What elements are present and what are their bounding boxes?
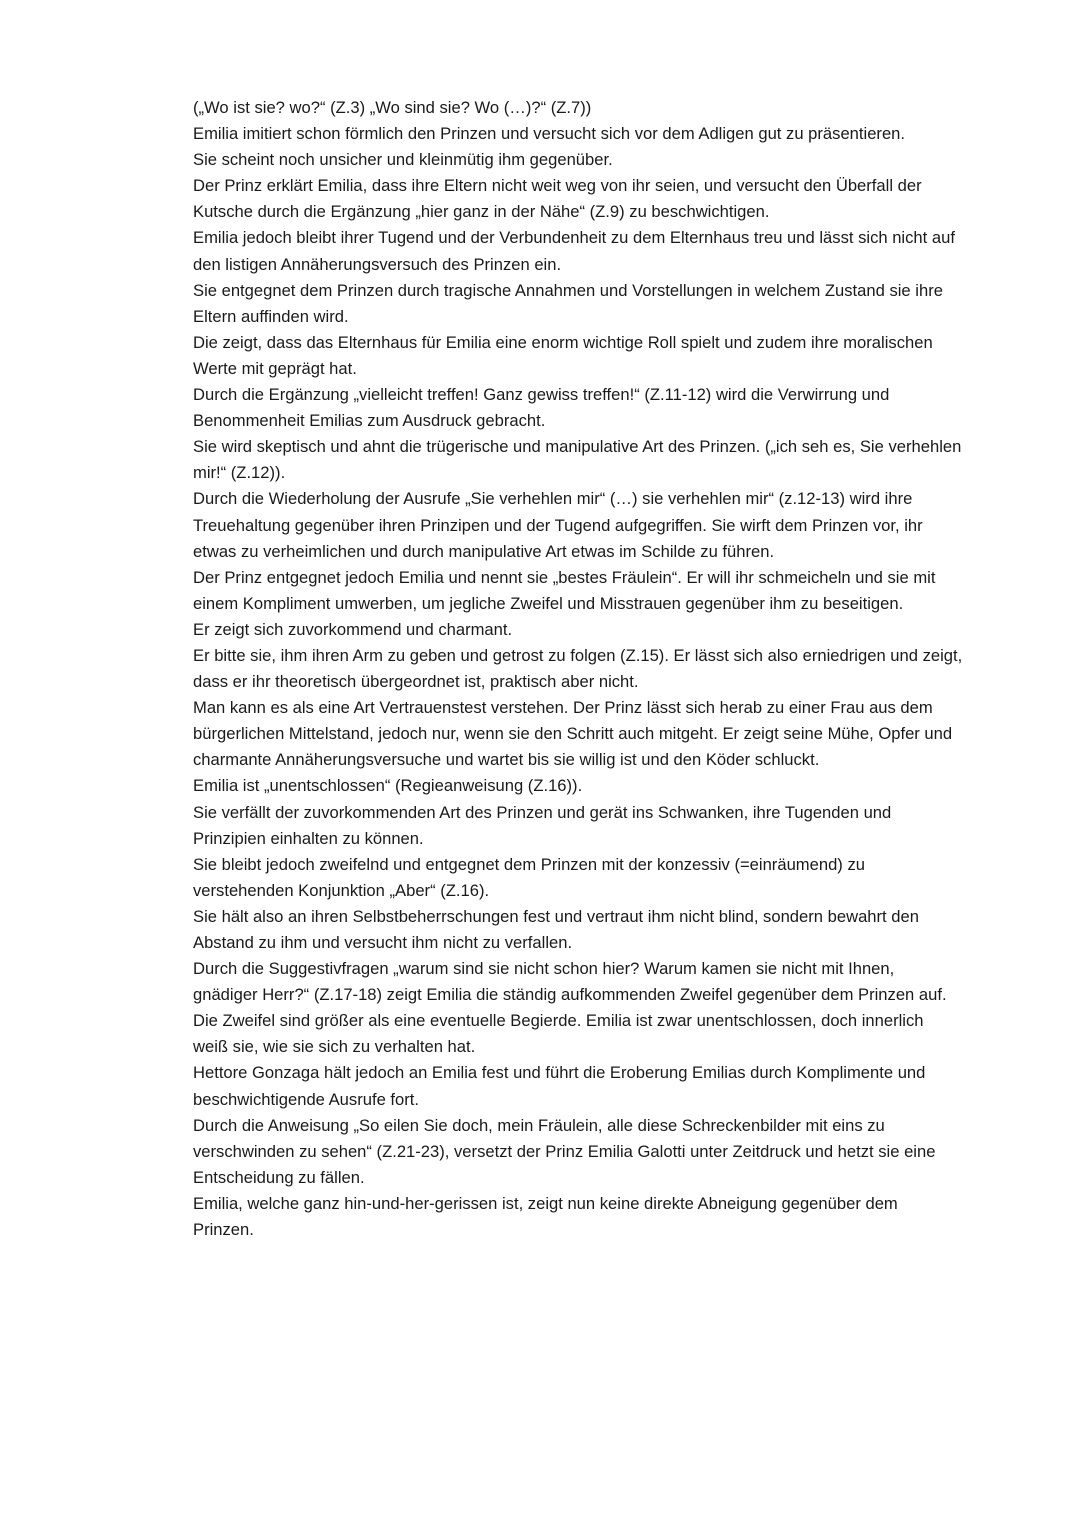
paragraph-8: Durch die Ergänzung „vielleicht treffen! Ganz gewiss treffen!“ (Z.11-12) wird die Verwirrung und Benommenheit Emilias zum Ausdruck gebracht. (193, 385, 890, 431)
paragraph-23: Emilia, welche ganz hin-und-her-gerissen ist, zeigt nun keine direkte Abneigung gegenüber dem Prinzen. (193, 1193, 898, 1240)
paragraph-22: Durch die Anweisung „So eilen Sie doch, mein Fräulein, alle diese Schreckenbilder mit eins zu verschwinden zu sehen“ (Z.21-23), versetzt der Prinz Emilia Galotti unter Zeitdruck und hetzt sie eine Entscheidung zu fällen. (193, 1115, 936, 1187)
paragraph-18: Sie hält also an ihren Selbstbeherrschungen fest und vertraut ihm nicht blind, sondern bewahrt den Abstand zu ihm und versucht ihm nicht zu verfallen. (193, 906, 919, 952)
paragraph-5: Emilia jedoch bleibt ihrer Tugend und der Verbundenheit zu dem Elternhaus treu und lässt sich nicht auf den listigen Annäherungsversuch des Prinzen ein. (193, 228, 955, 274)
paragraph-7: Die zeigt, dass das Elternhaus für Emilia eine enorm wichtige Roll spielt und zudem ihre moralischen Werte mit geprägt hat. (193, 332, 933, 378)
paragraph-11: Der Prinz entgegnet jedoch Emilia und nennt sie „bestes Fräulein“. Er will ihr schmeicheln und sie mit einem Kompliment umwerben, um jegliche Zweifel und Misstrauen gegenüber ihm zu beseitigen. (193, 567, 936, 613)
paragraph-4: Der Prinz erklärt Emilia, dass ihre Eltern nicht weit weg von ihr seien, und versucht den Überfall der Kutsche durch die Ergänzung „hier ganz in der Nähe“ (Z.9) zu beschwichtigen. (193, 176, 922, 222)
paragraph-17: Sie bleibt jedoch zweifelnd und entgegnet dem Prinzen mit der konzessiv (=einräumend) zu verstehenden Konjunktion „Aber“ (Z.16). (193, 854, 865, 900)
paragraph-15: Emilia ist „unentschlossen“ (Regieanweisung (Z.16)). (193, 776, 583, 796)
paragraph-16: Sie verfällt der zuvorkommenden Art des Prinzen und gerät ins Schwanken, ihre Tugenden und Prinzipien einhalten zu können. (193, 802, 892, 848)
paragraph-12: Er zeigt sich zuvorkommend und charmant. (193, 619, 513, 639)
paragraph-21: Hettore Gonzaga hält jedoch an Emilia fest und führt die Eroberung Emilias durch Komplimente und beschwichtigende Ausrufe fort. (193, 1063, 926, 1109)
paragraph-19: Durch die Suggestivfragen „warum sind sie nicht schon hier? Warum kamen sie nicht mit Ihnen, gnädiger Herr?“ (Z.17-18) zeigt Emilia die ständig aufkommenden Zweifel gegenüber dem Prinzen auf. (193, 959, 947, 1005)
paragraph-2: Emilia imitiert schon förmlich den Prinzen und versucht sich vor dem Adligen gut zu präsentieren. (193, 124, 906, 144)
document-body (193, 95, 963, 1243)
paragraph-6: Sie entgegnet dem Prinzen durch tragische Annahmen und Vorstellungen in welchem Zustand sie ihre Eltern auffinden wird. (193, 280, 943, 326)
paragraph-20: Die Zweifel sind größer als eine eventuelle Begierde. Emilia ist zwar unentschlossen, doch innerlich weiß sie, wie sie sich zu verhalten hat. (193, 1011, 924, 1057)
paragraph-10: Durch die Wiederholung der Ausrufe „Sie verhehlen mir“ (…) sie verhehlen mir“ (z.12-13) wird ihre Treuehaltung gegenüber ihren Prinzipen und der Tugend aufgegriffen. Sie wirft dem Prinzen vor, ihr etwas zu verheimlichen und durch manipulative Art etwas im Schilde zu führen. (193, 489, 923, 561)
paragraph-14: Man kann es als eine Art Vertrauenstest verstehen. Der Prinz lässt sich herab zu einer Frau aus dem bürgerlichen Mittelstand, jedoch nur, wenn sie den Schritt auch mitgeht. Er zeigt seine Mühe, Opfer und charmante Annäherungsversuche und wartet bis sie willig ist und den Köder schluckt. (193, 698, 953, 770)
paragraph-3: Sie scheint noch unsicher und kleinmütig ihm gegenüber. (193, 150, 613, 170)
paragraph-9: Sie wird skeptisch und ahnt die trügerische und manipulative Art des Prinzen. („ich seh es, Sie verhehlen mir!“ (Z.12)). (193, 437, 962, 483)
paragraph-1: („Wo ist sie? wo?“ (Z.3) „Wo sind sie? Wo (…)?“ (Z.7)) (193, 98, 592, 117)
paragraph-13: Er bitte sie, ihm ihren Arm zu geben und getrost zu folgen (Z.15). Er lässt sich also erniedrigen und zeigt, dass er ihr theoretisch übergeordnet ist, praktisch aber nicht. (193, 645, 963, 692)
